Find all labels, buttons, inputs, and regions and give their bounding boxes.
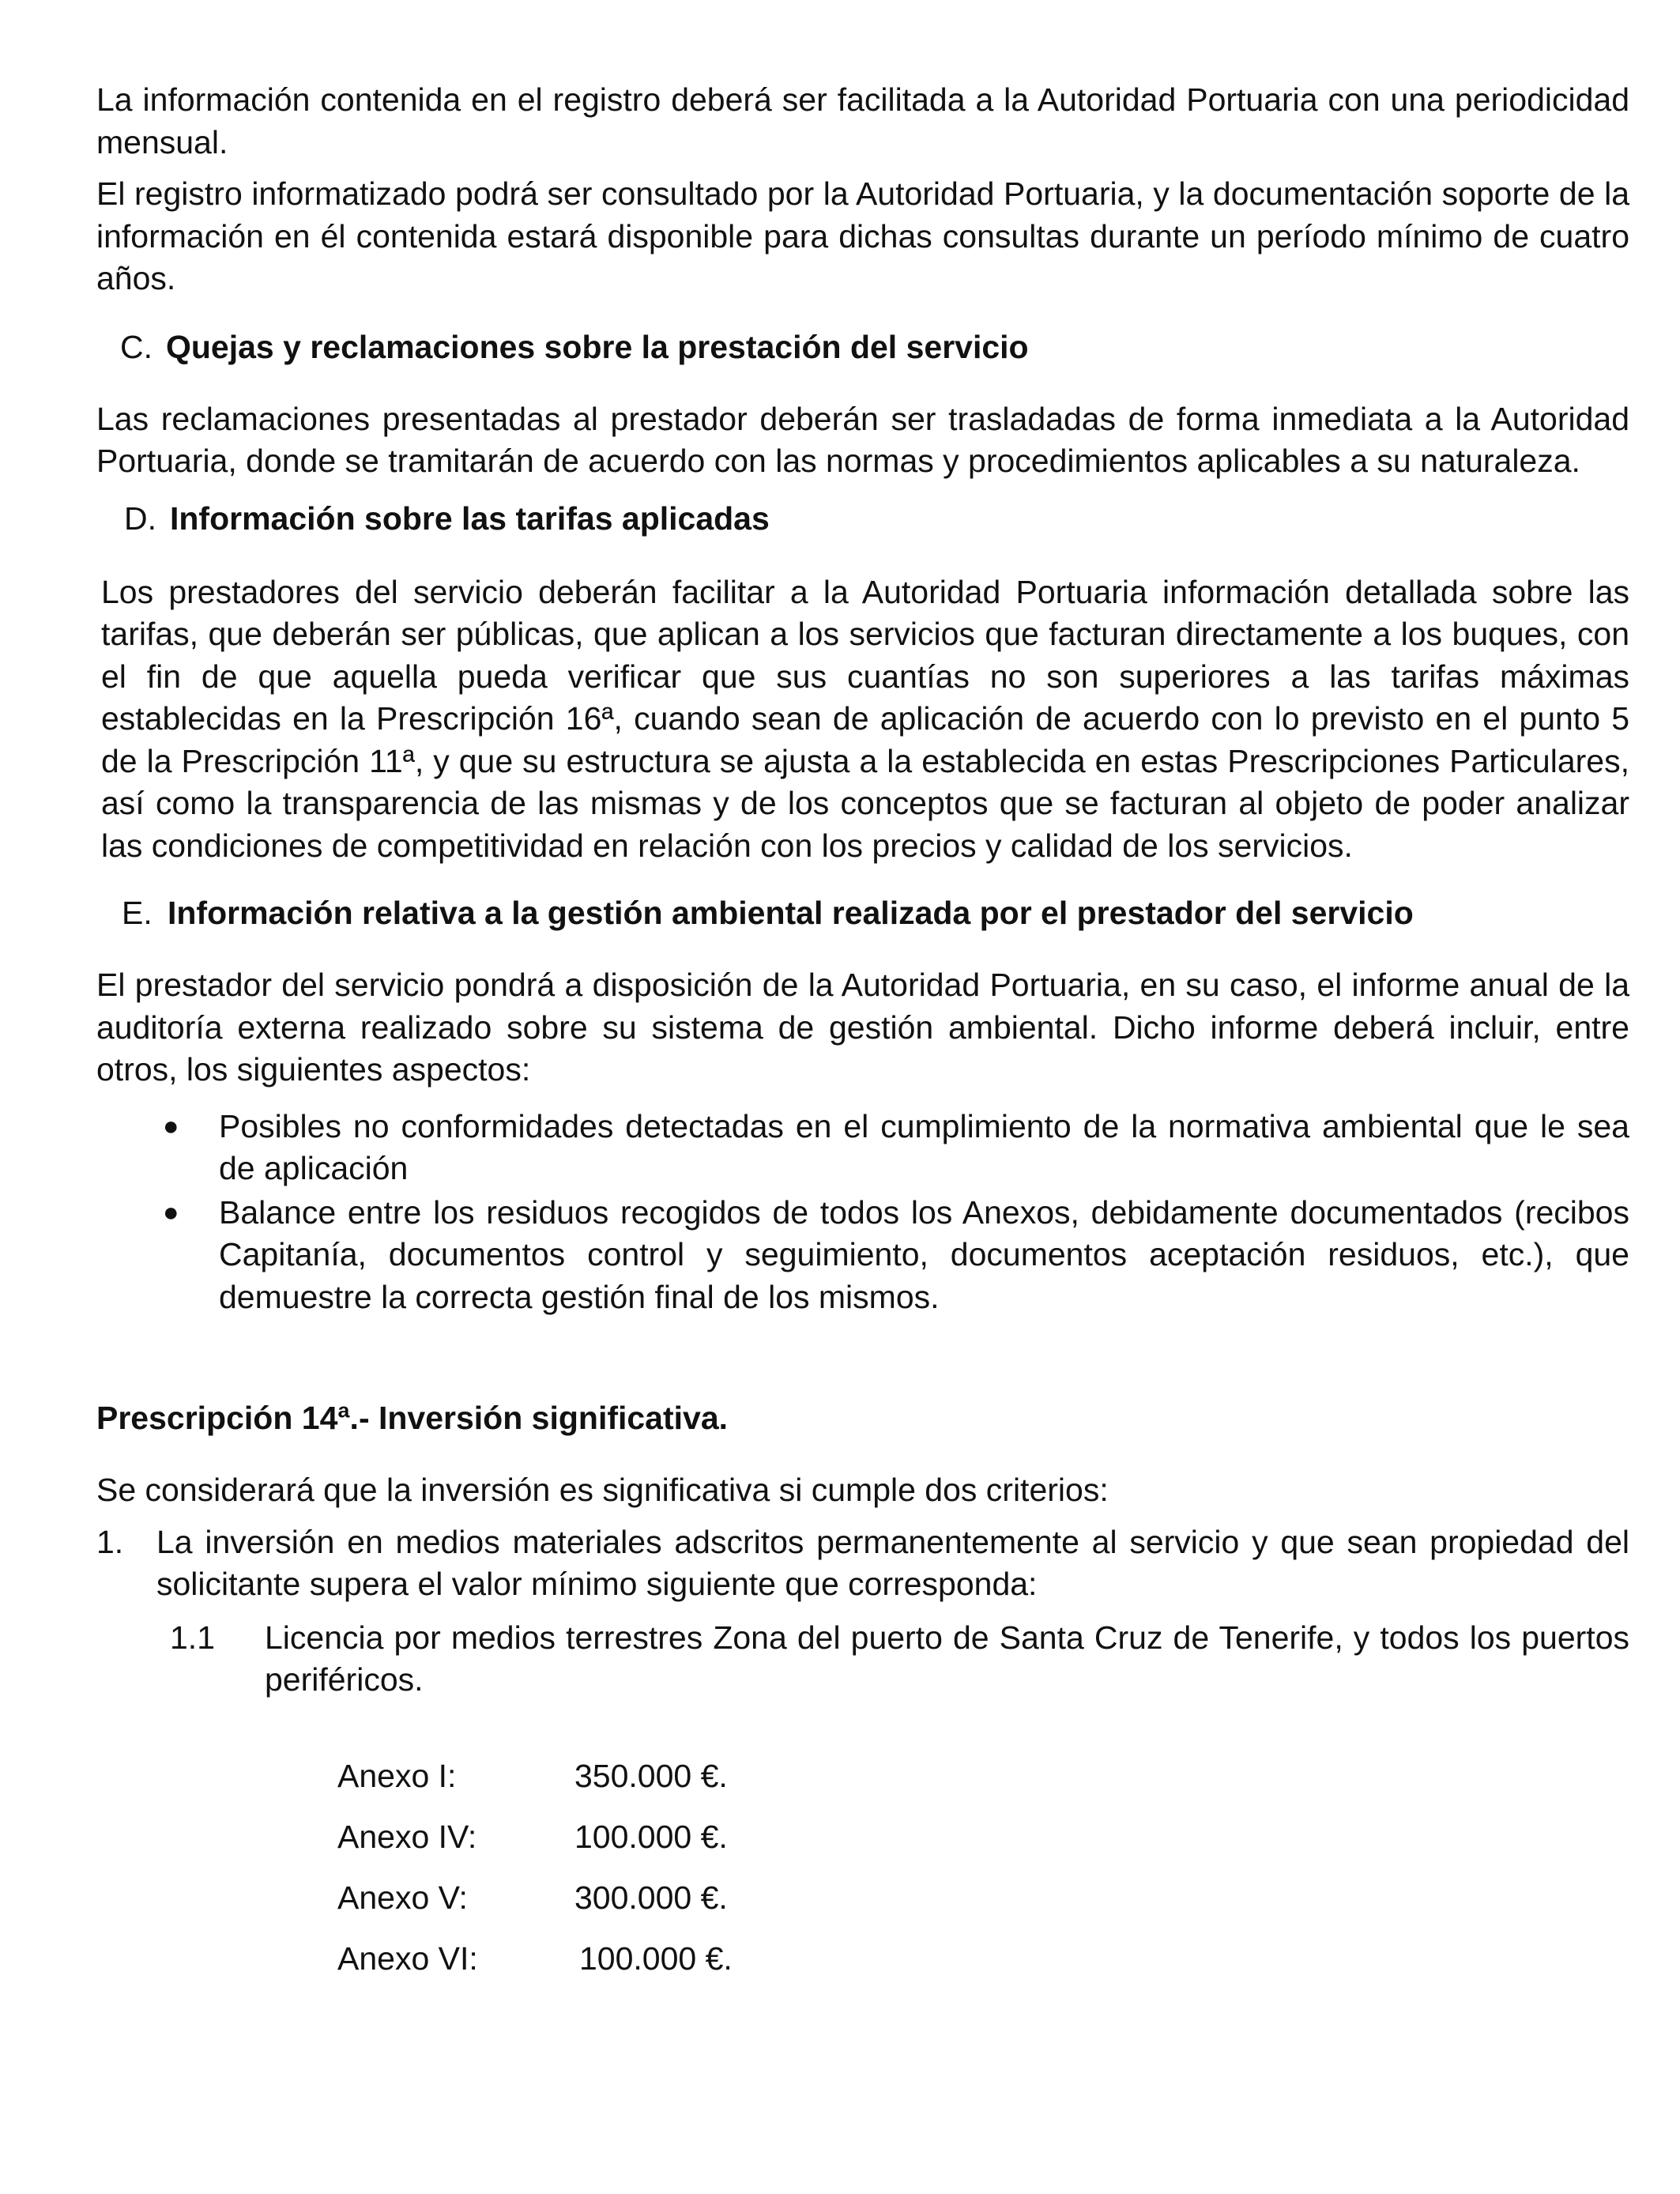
section-c-title: Quejas y reclamaciones sobre la prestación del servicio — [166, 328, 1029, 365]
annex-amount: 300.000 €. — [574, 1879, 728, 1916]
annex-label: Anexo V: — [337, 1879, 468, 1916]
section-d-letter: D. — [124, 499, 156, 537]
section-d-heading — [96, 498, 1629, 540]
prescription-14-intro: Se considerará que la inversión es significativa si cumple dos criterios: — [96, 1472, 1109, 1508]
annex-label: Anexo IV: — [337, 1818, 477, 1855]
list-item — [96, 1106, 1629, 1190]
annex-amount: 100.000 €. — [574, 1818, 728, 1855]
section-c-letter: C. — [120, 328, 153, 365]
prescription-14-title: Prescripción 14ª.- Inversión significativa. — [96, 1400, 729, 1436]
section-e-heading — [96, 892, 1629, 934]
section-e-letter: E. — [122, 895, 153, 931]
section-d-title: Información sobre las tarifas aplicadas — [170, 499, 770, 537]
intro-paragraph-2: El registro informatizado podrá ser consultado por la Autoridad Portuaria, y la documentación soporte de la información en él contenida estará disponible para dichas consultas durante un período mínimo de cuatro años. — [96, 175, 1629, 296]
section-d-body: Los prestadores del servicio deberán facilitar a la Autoridad Portuaria información detallada sobre las tarifas, que deberán ser públicas, que aplican a los servicios que facturan directamente a los buques, con el fin de que aquella pueda verificar que sus cuantías no son superiores a las tarifas máximas establecidas en la Prescripción 16ª, cuando sean de aplicación de acuerdo con lo previsto en el punto 5 de la Prescripción 11ª, y que su estructura se ajusta a la establecida en estas Prescripciones Particulares, así como la transparencia de las mismas y de los conceptos que se facturan al objeto de poder analizar las condiciones de competitividad en relación con los precios y calidad de los servicios. — [101, 573, 1629, 864]
section-c-heading — [96, 326, 1629, 368]
annex-row — [96, 1816, 1629, 1877]
bullet-icon: ● — [163, 1110, 179, 1141]
section-e-title: Información relativa a la gestión ambiental realizada por el prestador del servicio — [168, 895, 1414, 931]
prescription-14-item-1 — [96, 1521, 1629, 1606]
item-number: 1. — [96, 1523, 124, 1560]
subitem-text: Licencia por medios terrestres Zona del puerto de Santa Cruz de Tenerife, y todos los puertos periféricos. — [265, 1619, 1629, 1698]
annex-label: Anexo VI: — [337, 1940, 478, 1977]
bullet-icon: ● — [163, 1197, 179, 1227]
annex-row — [96, 1755, 1629, 1816]
bullet-text: Balance entre los residuos recogidos de todos los Anexos, debidamente documentados (recibos Capitanía, documentos control y seguimiento, documentos aceptación residuos, etc.), que demuestre la correcta gestión final de los mismos. — [219, 1193, 1629, 1315]
annex-label: Anexo I: — [337, 1757, 457, 1794]
subitem-number: 1.1 — [170, 1619, 215, 1656]
section-c-body: Las reclamaciones presentadas al prestador deberán ser trasladadas de forma inmediata a la Autoridad Portuaria, donde se tramitarán de acuerdo con las normas y procedimientos aplicables a su naturaleza. — [96, 400, 1629, 479]
prescription-14-subitem-1-1 — [96, 1617, 1629, 1702]
annex-amount: 100.000 €. — [579, 1940, 733, 1977]
bullet-text: Posibles no conformidades detectadas en el cumplimiento de la normativa ambiental que le sea de aplicación — [219, 1107, 1629, 1186]
section-e-body: El prestador del servicio pondrá a disposición de la Autoridad Portuaria, en su caso, el informe anual de la auditoría externa realizado sobre su sistema de gestión ambiental. Dicho informe deberá incluir, entre otros, los siguientes aspectos: — [96, 967, 1629, 1088]
annex-amount: 350.000 €. — [574, 1757, 728, 1794]
annex-amounts-list — [96, 1755, 1629, 1999]
annex-row — [96, 1938, 1629, 1999]
section-e-bullet-list — [96, 1106, 1629, 1319]
annex-row — [96, 1877, 1629, 1938]
intro-paragraph-1: La información contenida en el registro deberá ser facilitada a la Autoridad Portuaria con una periodicidad mensual. — [96, 81, 1629, 160]
item-text: La inversión en medios materiales adscritos permanentemente al servicio y que sean propiedad del solicitante supera el valor mínimo siguiente que corresponda: — [156, 1523, 1629, 1602]
document-page — [96, 79, 1629, 1999]
list-item — [96, 1192, 1629, 1319]
